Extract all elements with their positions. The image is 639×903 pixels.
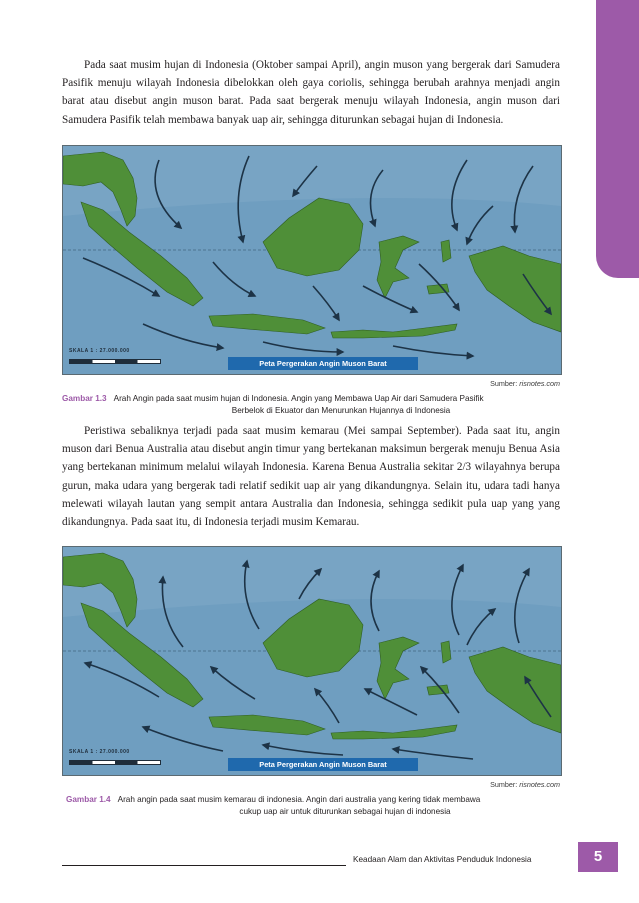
caption-line-2: Berbelok di Ekuator dan Menurunkan Hujannya di Indonesia	[231, 405, 451, 415]
map-scale-label: SKALA 1 : 27.000.000	[69, 348, 130, 354]
source-site: risnotes.com	[519, 379, 560, 388]
chapter-side-tab	[596, 0, 639, 278]
figure-source	[490, 780, 560, 789]
map-scale-bar	[69, 359, 161, 364]
map-scale-label: SKALA 1 : 27.000.000	[69, 749, 130, 755]
paragraph-rainy-season: Pada saat musim hujan di Indonesia (Oktober sampai April), angin muson yang bergerak dari Samudera Pasifik menuju wilayah Indonesia dibelokkan oleh gaya coriolis, sehingga berubah arahnya menjadi angin barat atau disebut angin muson barat. Pada saat bergerak menuju wilayah Indonesia, angin muson dari Samudera Pasifik telah membawa banyak uap air, sehingga diturunkan sebagai hujan di Indonesia.	[62, 59, 560, 126]
figure-source	[490, 379, 560, 388]
figure-caption	[66, 794, 564, 817]
map-title-label: Peta Pergerakan Angin Muson Barat	[228, 357, 418, 370]
caption-line-1: Arah Angin pada saat musim hujan di Indonesia. Angin yang Membawa Uap Air dari Samudera Pasifik	[113, 394, 484, 403]
caption-line-1: Arah angin pada saat musim kemarau di indonesia. Angin dari australia yang kering tidak membawa	[117, 795, 481, 804]
indonesia-map-graphic	[63, 547, 561, 775]
indonesia-map-graphic	[63, 146, 561, 374]
source-prefix: Sumber:	[490, 780, 520, 789]
source-site: risnotes.com	[519, 780, 560, 789]
figure-number: Gambar 1.4	[66, 795, 111, 804]
map-scale-bar	[69, 760, 161, 765]
footer-rule	[62, 865, 346, 866]
monsoon-map-wet-season	[62, 145, 562, 375]
page-number-badge: 5	[578, 842, 618, 872]
map-title-label: Peta Pergerakan Angin Muson Barat	[228, 758, 418, 771]
footer-chapter-title: Keadaan Alam dan Aktivitas Penduduk Indonesia	[353, 855, 532, 864]
monsoon-map-dry-season	[62, 546, 562, 776]
source-prefix: Sumber:	[490, 379, 520, 388]
figure-caption	[62, 393, 560, 416]
figure-number: Gambar 1.3	[62, 394, 107, 403]
caption-line-2: cukup uap air untuk diturunkan sebagai hujan di indonesia	[239, 806, 451, 816]
paragraph-dry-season: Peristiwa sebaliknya terjadi pada saat musim kemarau (Mei sampai September). Pada saat itu, angin muson dari Benua Australia atau disebut angin timur yang bertekanan maksimun bergerak menuju Benua Asia yang bertekanan minimum melalui wilayah Indonesia. Karena Benua Australia sekitar 2/3 wilayahnya berupa gurun, maka udara yang bergerak tadi relatif sedikit uap air yang dikandungnya. Selain itu, udara tadi hanya melewati wilayah lautan yang sempit antara Australia dan Indonesia, sehingga sedikit pula uap yang yang dikandungnya. Pada saat itu, di Indonesia terjadi musim Kemarau.	[62, 425, 560, 529]
